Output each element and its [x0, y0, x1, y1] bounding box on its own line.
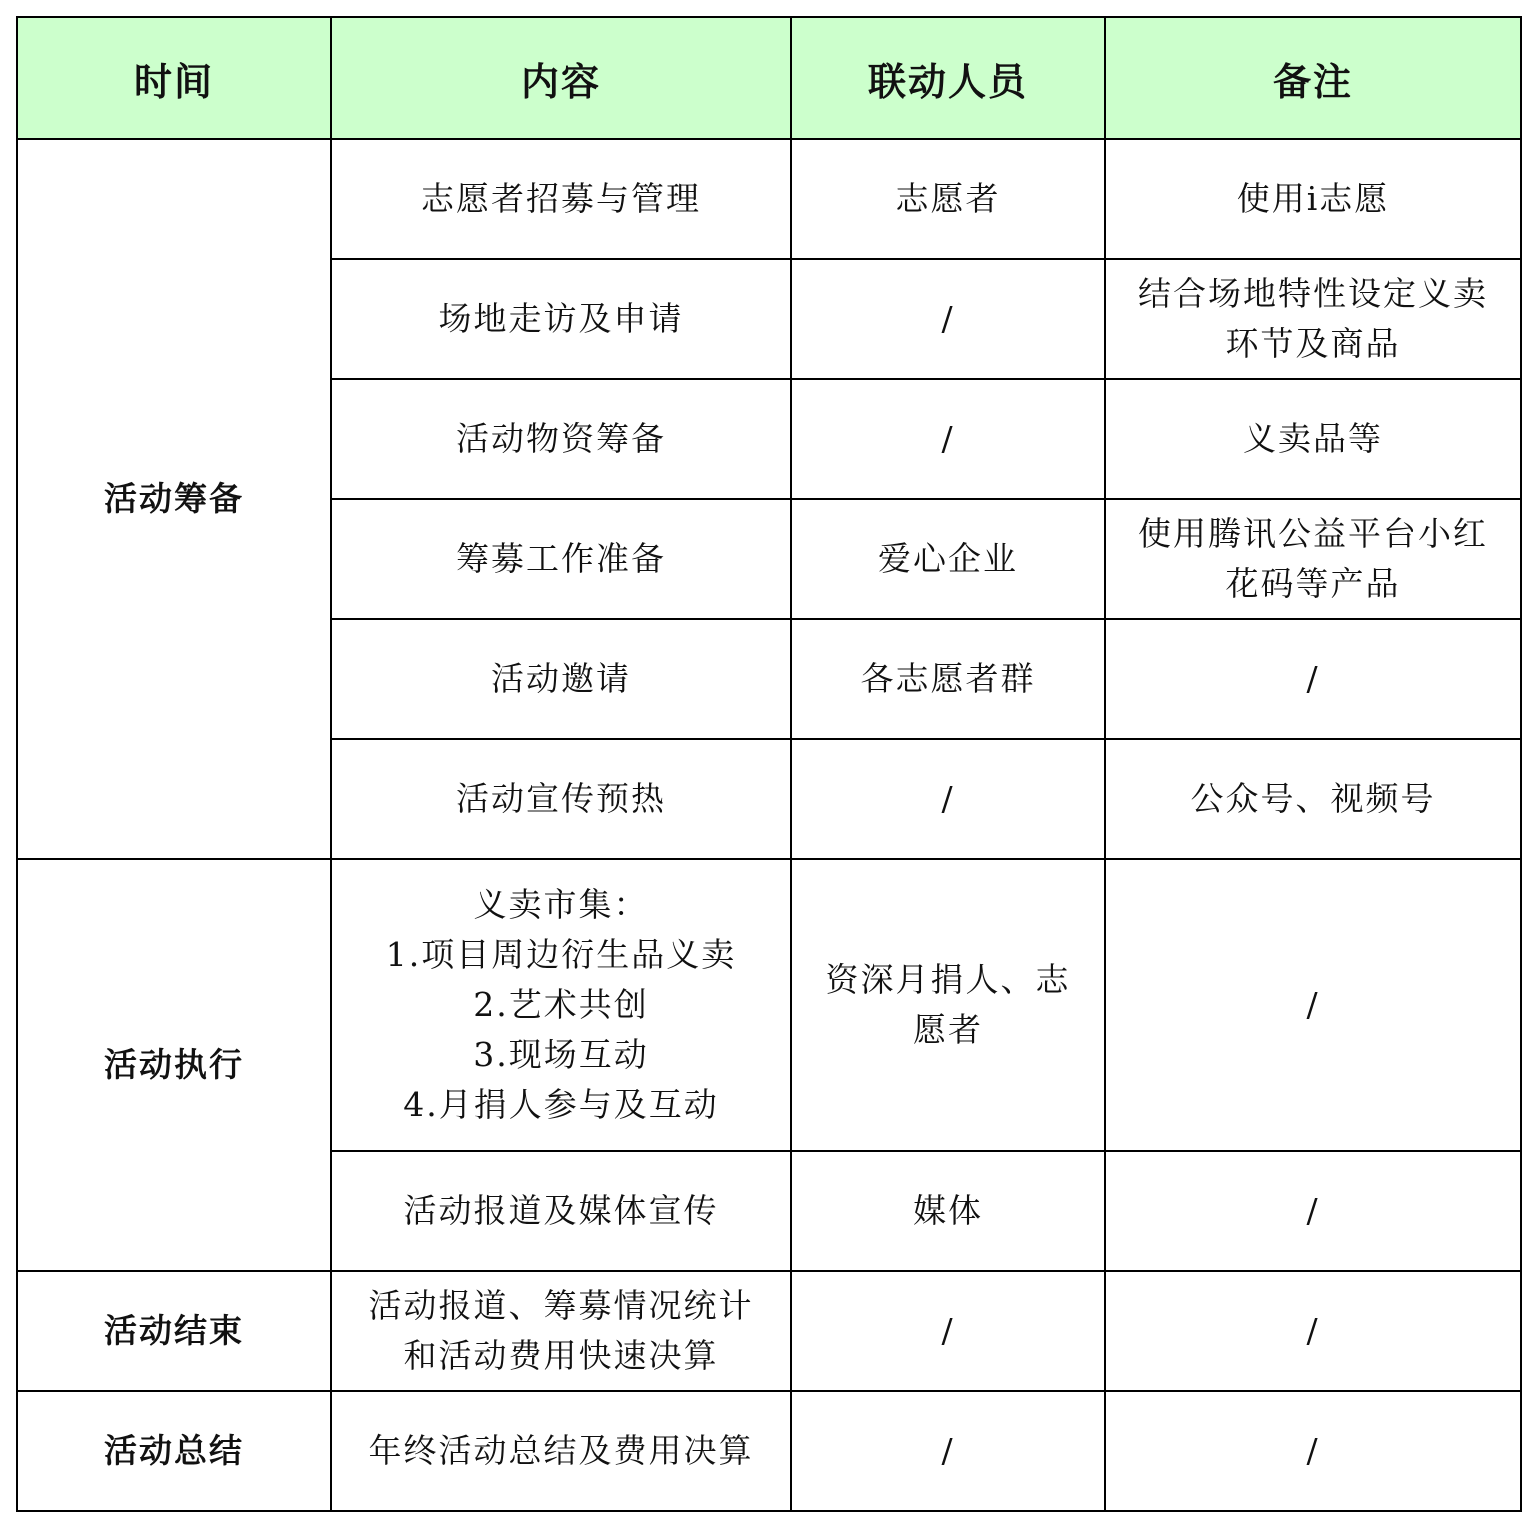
activity-plan-table [16, 16, 1522, 1512]
table-row [17, 1271, 1521, 1391]
notes-cell: / [1105, 1271, 1521, 1391]
people-cell: 资深月捐人、志 愿者 [791, 859, 1105, 1151]
header-notes: 备注 [1105, 17, 1521, 139]
phase-prep: 活动筹备 [17, 139, 331, 859]
people-cell: / [791, 379, 1105, 499]
content-cell: 活动物资筹备 [331, 379, 791, 499]
people-cell: / [791, 1391, 1105, 1511]
notes-cell: 公众号、视频号 [1105, 739, 1521, 859]
content-cell: 场地走访及申请 [331, 259, 791, 379]
table-row [17, 1391, 1521, 1511]
notes-cell: / [1105, 1151, 1521, 1271]
content-cell: 活动邀请 [331, 619, 791, 739]
people-cell: 媒体 [791, 1151, 1105, 1271]
notes-cell: 义卖品等 [1105, 379, 1521, 499]
phase-exec: 活动执行 [17, 859, 331, 1271]
notes-cell: / [1105, 1391, 1521, 1511]
content-cell: 筹募工作准备 [331, 499, 791, 619]
people-cell: 爱心企业 [791, 499, 1105, 619]
people-cell: / [791, 739, 1105, 859]
header-time: 时间 [17, 17, 331, 139]
content-cell: 志愿者招募与管理 [331, 139, 791, 259]
table-row [17, 859, 1521, 1151]
content-cell: 活动宣传预热 [331, 739, 791, 859]
people-cell: 志愿者 [791, 139, 1105, 259]
notes-cell: 使用i志愿 [1105, 139, 1521, 259]
notes-cell: / [1105, 859, 1521, 1151]
header-people: 联动人员 [791, 17, 1105, 139]
people-cell: 各志愿者群 [791, 619, 1105, 739]
content-cell: 活动报道及媒体宣传 [331, 1151, 791, 1271]
notes-cell: 使用腾讯公益平台小红 花码等产品 [1105, 499, 1521, 619]
people-cell: / [791, 259, 1105, 379]
content-cell: 义卖市集： 1.项目周边衍生品义卖 2.艺术共创 3.现场互动 4.月捐人参与及互动 [331, 859, 791, 1151]
content-cell: 活动报道、筹募情况统计 和活动费用快速决算 [331, 1271, 791, 1391]
header-row [17, 17, 1521, 139]
phase-summary: 活动总结 [17, 1391, 331, 1511]
phase-end: 活动结束 [17, 1271, 331, 1391]
table-row [17, 139, 1521, 259]
header-content: 内容 [331, 17, 791, 139]
people-cell: / [791, 1271, 1105, 1391]
notes-cell: 结合场地特性设定义卖 环节及商品 [1105, 259, 1521, 379]
notes-cell: / [1105, 619, 1521, 739]
content-cell: 年终活动总结及费用决算 [331, 1391, 791, 1511]
